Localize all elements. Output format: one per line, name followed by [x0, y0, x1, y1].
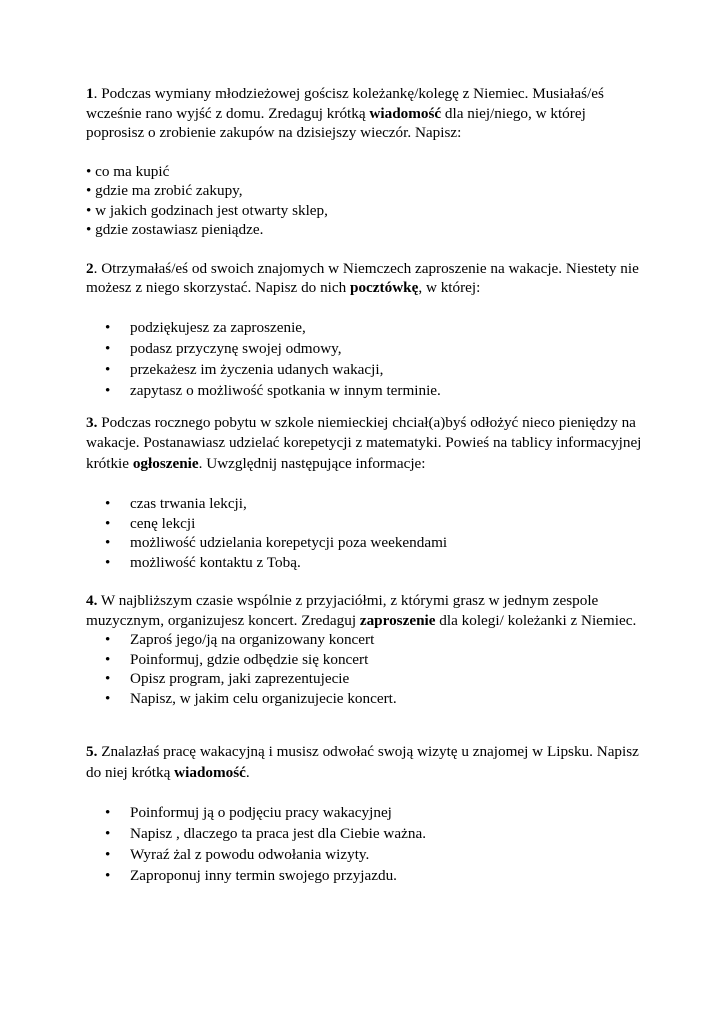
task-1-bold-term: wiadomość: [369, 104, 442, 122]
task-5-bullet: • Wyraź żal z powodu odwołania wizyty.: [86, 844, 646, 865]
task-5-bullet: • Zaproponuj inny termin swojego przyjazdu.: [86, 865, 646, 886]
task-3-bullet: • możliwość udzielania korepetycji poza weekendami: [86, 533, 646, 553]
task-2-bullet: • zapytasz o możliwość spotkania w innym terminie.: [86, 380, 646, 401]
task-1-bullet: • w jakich godzinach jest otwarty sklep,: [86, 201, 328, 219]
task-1-bullet: • gdzie ma zrobić zakupy,: [86, 182, 243, 199]
task-1-bullet-list: [86, 162, 646, 240]
task-2-text-after: , w której:: [418, 279, 481, 296]
task-5-text-after: .: [245, 764, 250, 781]
task-3: [86, 413, 646, 573]
task-2-bullet: • podziękujesz za zaproszenie,: [86, 317, 646, 338]
task-2-bullet-list: [86, 317, 646, 401]
task-1-bullet: • gdzie zostawiasz pieniądze.: [86, 221, 264, 238]
task-5-bullet-list: [86, 802, 646, 886]
task-4: [86, 591, 646, 708]
task-3-bullet: • cenę lekcji: [86, 514, 646, 534]
task-4-number: 4.: [86, 592, 98, 609]
task-4-text-before: W najbliższym czasie wspólnie z przyjaciółmi, z którymi grasz w jednym zespole muzycznym, organizujesz koncert. Zredaguj: [86, 592, 599, 629]
task-4-text-after: dla kolegi/ koleżanki z Niemiec.: [435, 611, 637, 629]
task-3-bullet: • czas trwania lekcji,: [86, 494, 646, 514]
task-2-bold-term: pocztówkę: [350, 279, 419, 296]
document-page: [86, 84, 646, 886]
task-4-paragraph: [86, 591, 646, 630]
task-3-text-after: . Uwzględnij następujące informacje:: [198, 454, 426, 472]
task-5-bullet: • Poinformuj ją o podjęciu pracy wakacyjnej: [86, 802, 646, 823]
task-1-paragraph: [86, 84, 646, 143]
task-2-number: 2: [86, 259, 94, 277]
task-3-number: 3.: [86, 413, 98, 431]
task-5-paragraph: [86, 741, 646, 783]
task-5-number: 5.: [86, 743, 98, 760]
task-3-bold-term: ogłoszenie: [132, 454, 199, 472]
task-1: [86, 84, 646, 240]
task-2-bullet: • przekażesz im życzenia udanych wakacji,: [86, 359, 646, 380]
task-1-number: 1: [86, 85, 94, 102]
task-3-bullet: • możliwość kontaktu z Tobą.: [86, 553, 646, 573]
task-2: [86, 259, 646, 401]
task-3-text-before: Podczas rocznego pobytu w szkole niemieckiej chciał(a)byś odłożyć nieco pieniędzy na wakacje. Postanawiasz udzielać korepetycji z matematyki. Powieś na tablicy informacyjnej krótkie: [86, 413, 642, 472]
task-5: [86, 741, 646, 886]
task-1-text-after: dla niej/niego, w której poprosisz o zrobienie zakupów na dzisiejszy wieczór. Napisz:: [86, 104, 586, 141]
task-4-bullet: • Napisz, w jakim celu organizujecie koncert.: [86, 689, 646, 709]
task-4-bold-term: zaproszenie: [359, 611, 436, 629]
task-2-bullet: • podasz przyczynę swojej odmowy,: [86, 338, 646, 359]
task-1-text-before: . Podczas wymiany młodzieżowej gościsz koleżankę/kolegę z Niemiec. Musiałaś/eś wcześnie rano wyjść z domu. Zredaguj krótką: [86, 85, 604, 122]
task-4-bullet: • Opisz program, jaki zaprezentujecie: [86, 669, 646, 689]
task-5-bullet: • Napisz , dlaczego ta praca jest dla Ciebie ważna.: [86, 823, 646, 844]
task-3-bullet-list: [86, 494, 646, 572]
task-3-paragraph: [86, 413, 646, 475]
task-2-text-before: . Otrzymałaś/eś od swoich znajomych w Niemczech zaproszenie na wakacje. Niestety nie możesz z niego skorzystać. Napisz do nich: [86, 259, 639, 296]
task-4-bullet: • Zaproś jego/ją na organizowany koncert: [86, 630, 646, 650]
task-1-bullet: • co ma kupić: [86, 162, 170, 180]
task-4-bullet: • Poinformuj, gdzie odbędzie się koncert: [86, 650, 646, 670]
task-4-bullet-list: [86, 630, 646, 708]
task-5-text-before: Znalazłaś pracę wakacyjną i musisz odwołać swoją wizytę u znajomej w Lipsku. Napisz do niej krótką: [86, 743, 639, 781]
task-5-bold-term: wiadomość: [174, 764, 246, 781]
task-2-paragraph: [86, 259, 646, 298]
